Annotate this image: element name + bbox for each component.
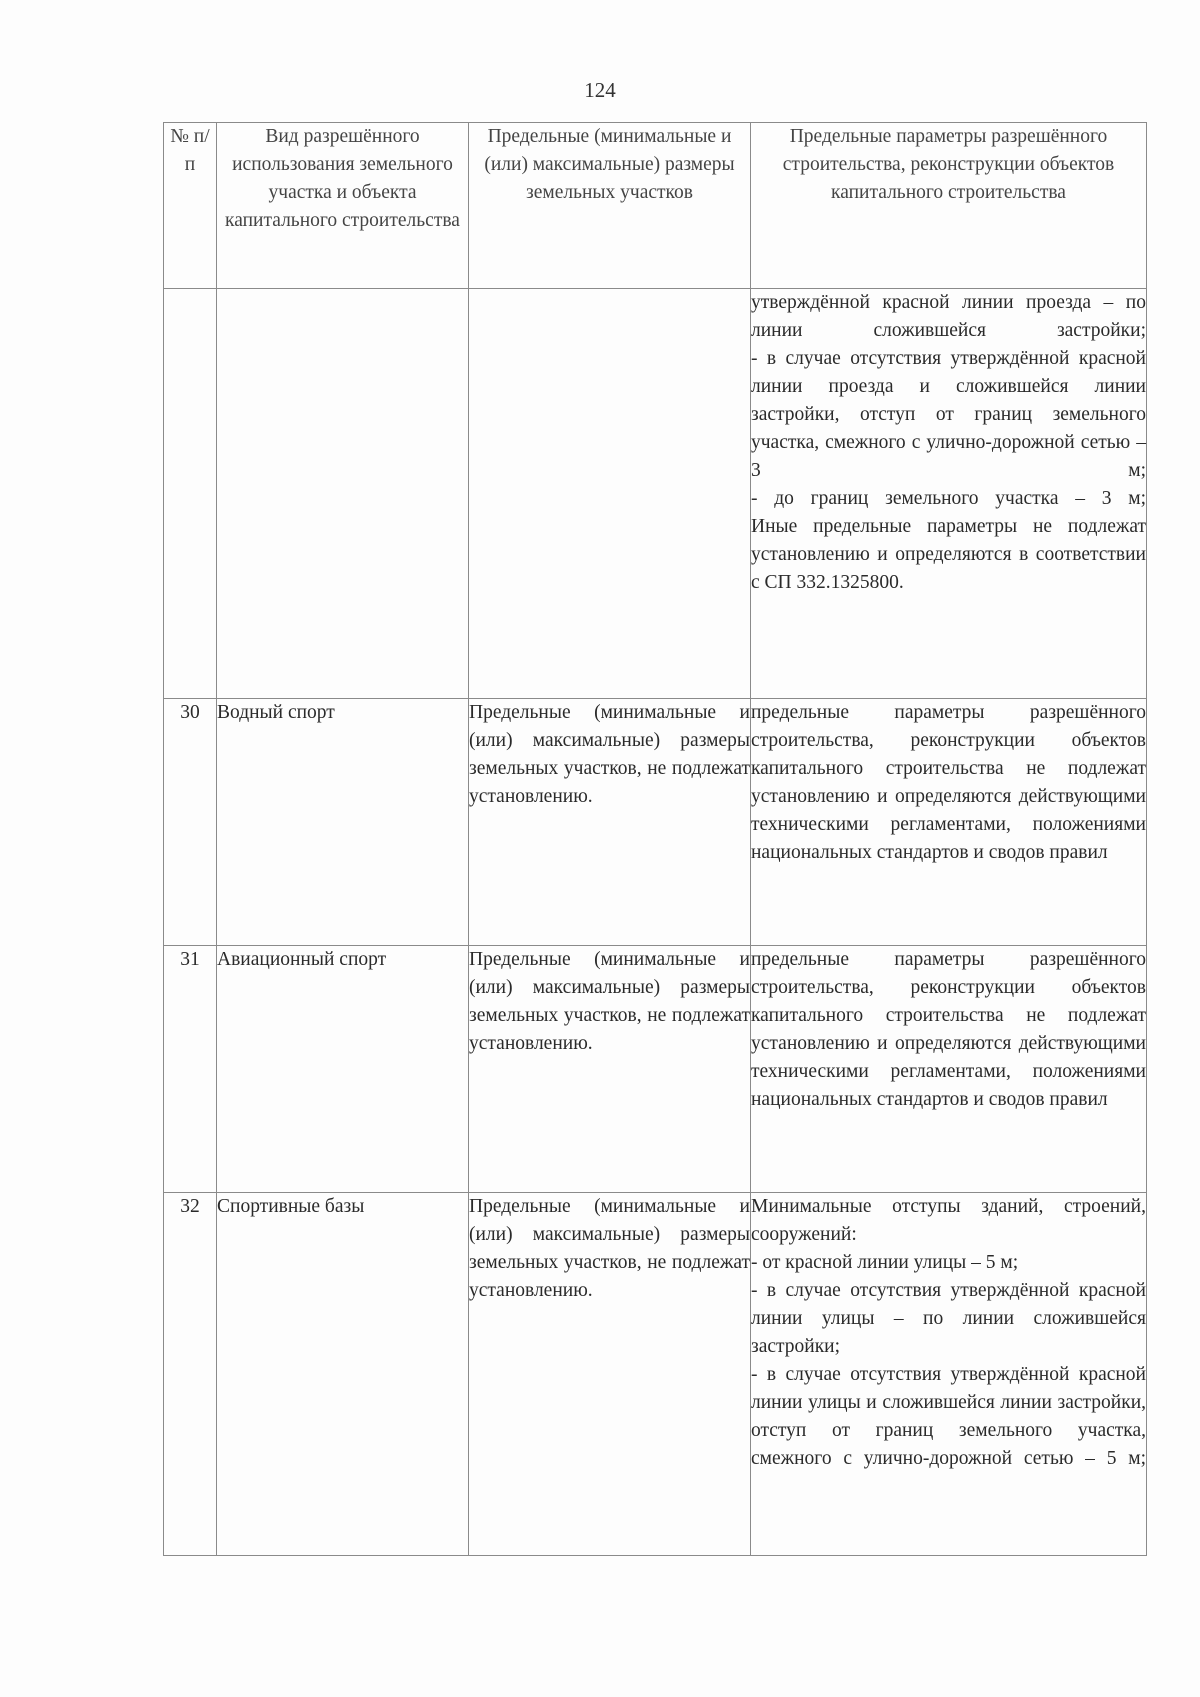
row-number: 30 <box>164 699 217 946</box>
permitted-use <box>217 289 469 699</box>
construction-parameters <box>751 289 1147 699</box>
construction-parameters <box>751 699 1147 946</box>
header-permitted-use: Вид разрешённого использования земельного участка и объекта капитального строительства <box>217 123 469 289</box>
parameter-line: Минимальные отступы зданий, строений, сооружений: <box>751 1196 1146 1245</box>
plot-sizes: Предельные (минимальные и (или) максимальные) размеры земельных участков, не подлежат установлению. <box>469 699 751 946</box>
row-number: 31 <box>164 946 217 1193</box>
plot-sizes <box>469 289 751 699</box>
permitted-use: Авиационный спорт <box>217 946 469 1193</box>
parameter-line: предельные параметры разрешённого строительства, реконструкции объектов капитального строительства не подлежат установлению и определяются действующими техническими регламентами, положениями национальных стандартов и сводов правил <box>751 702 1146 863</box>
table-row-continuation <box>164 289 1147 699</box>
regulations-table <box>163 122 1147 1556</box>
parameter-line: - до границ земельного участка – 3 м; <box>751 488 1146 509</box>
permitted-use: Водный спорт <box>217 699 469 946</box>
plot-sizes: Предельные (минимальные и (или) максимальные) размеры земельных участков, не подлежат установлению. <box>469 1193 751 1556</box>
table-row <box>164 946 1147 1193</box>
parameter-line: Иные предельные параметры не подлежат установлению и определяются в соответствии с СП 332.1325800. <box>751 516 1146 593</box>
parameter-line: утверждённой красной линии проезда – по линии сложившейся застройки; <box>751 292 1146 341</box>
row-number: 32 <box>164 1193 217 1556</box>
header-construction-parameters: Предельные параметры разрешённого строительства, реконструкции объектов капитального строительства <box>751 123 1147 289</box>
table-header-row <box>164 123 1147 289</box>
header-plot-sizes: Предельные (минимальные и (или) максимальные) размеры земельных участков <box>469 123 751 289</box>
parameter-line: - в случае отсутствия утверждённой красной линии проезда и сложившейся линии застройки, отступ от границ земельного участка, смежного с улично-дорожной сетью – 3 м; <box>751 348 1146 481</box>
parameter-line: - от красной линии улицы – 5 м; <box>751 1252 1019 1273</box>
parameter-line: предельные параметры разрешённого строительства, реконструкции объектов капитального строительства не подлежат установлению и определяются действующими техническими регламентами, положениями национальных стандартов и сводов правил <box>751 949 1146 1110</box>
row-number <box>164 289 217 699</box>
parameter-line: - в случае отсутствия утверждённой красной линии улицы – по линии сложившейся застройки; <box>751 1280 1146 1357</box>
plot-sizes: Предельные (минимальные и (или) максимальные) размеры земельных участков, не подлежат установлению. <box>469 946 751 1193</box>
parameter-line: - в случае отсутствия утверждённой красной линии улицы и сложившейся линии застройки, отступ от границ земельного участка, смежного с улично-дорожной сетью – 5 м; <box>751 1364 1146 1469</box>
construction-parameters <box>751 946 1147 1193</box>
header-number: № п/п <box>164 123 217 289</box>
table-row <box>164 699 1147 946</box>
construction-parameters <box>751 1193 1147 1556</box>
page-number: 124 <box>584 78 616 102</box>
table-row <box>164 1193 1147 1556</box>
permitted-use: Спортивные базы <box>217 1193 469 1556</box>
